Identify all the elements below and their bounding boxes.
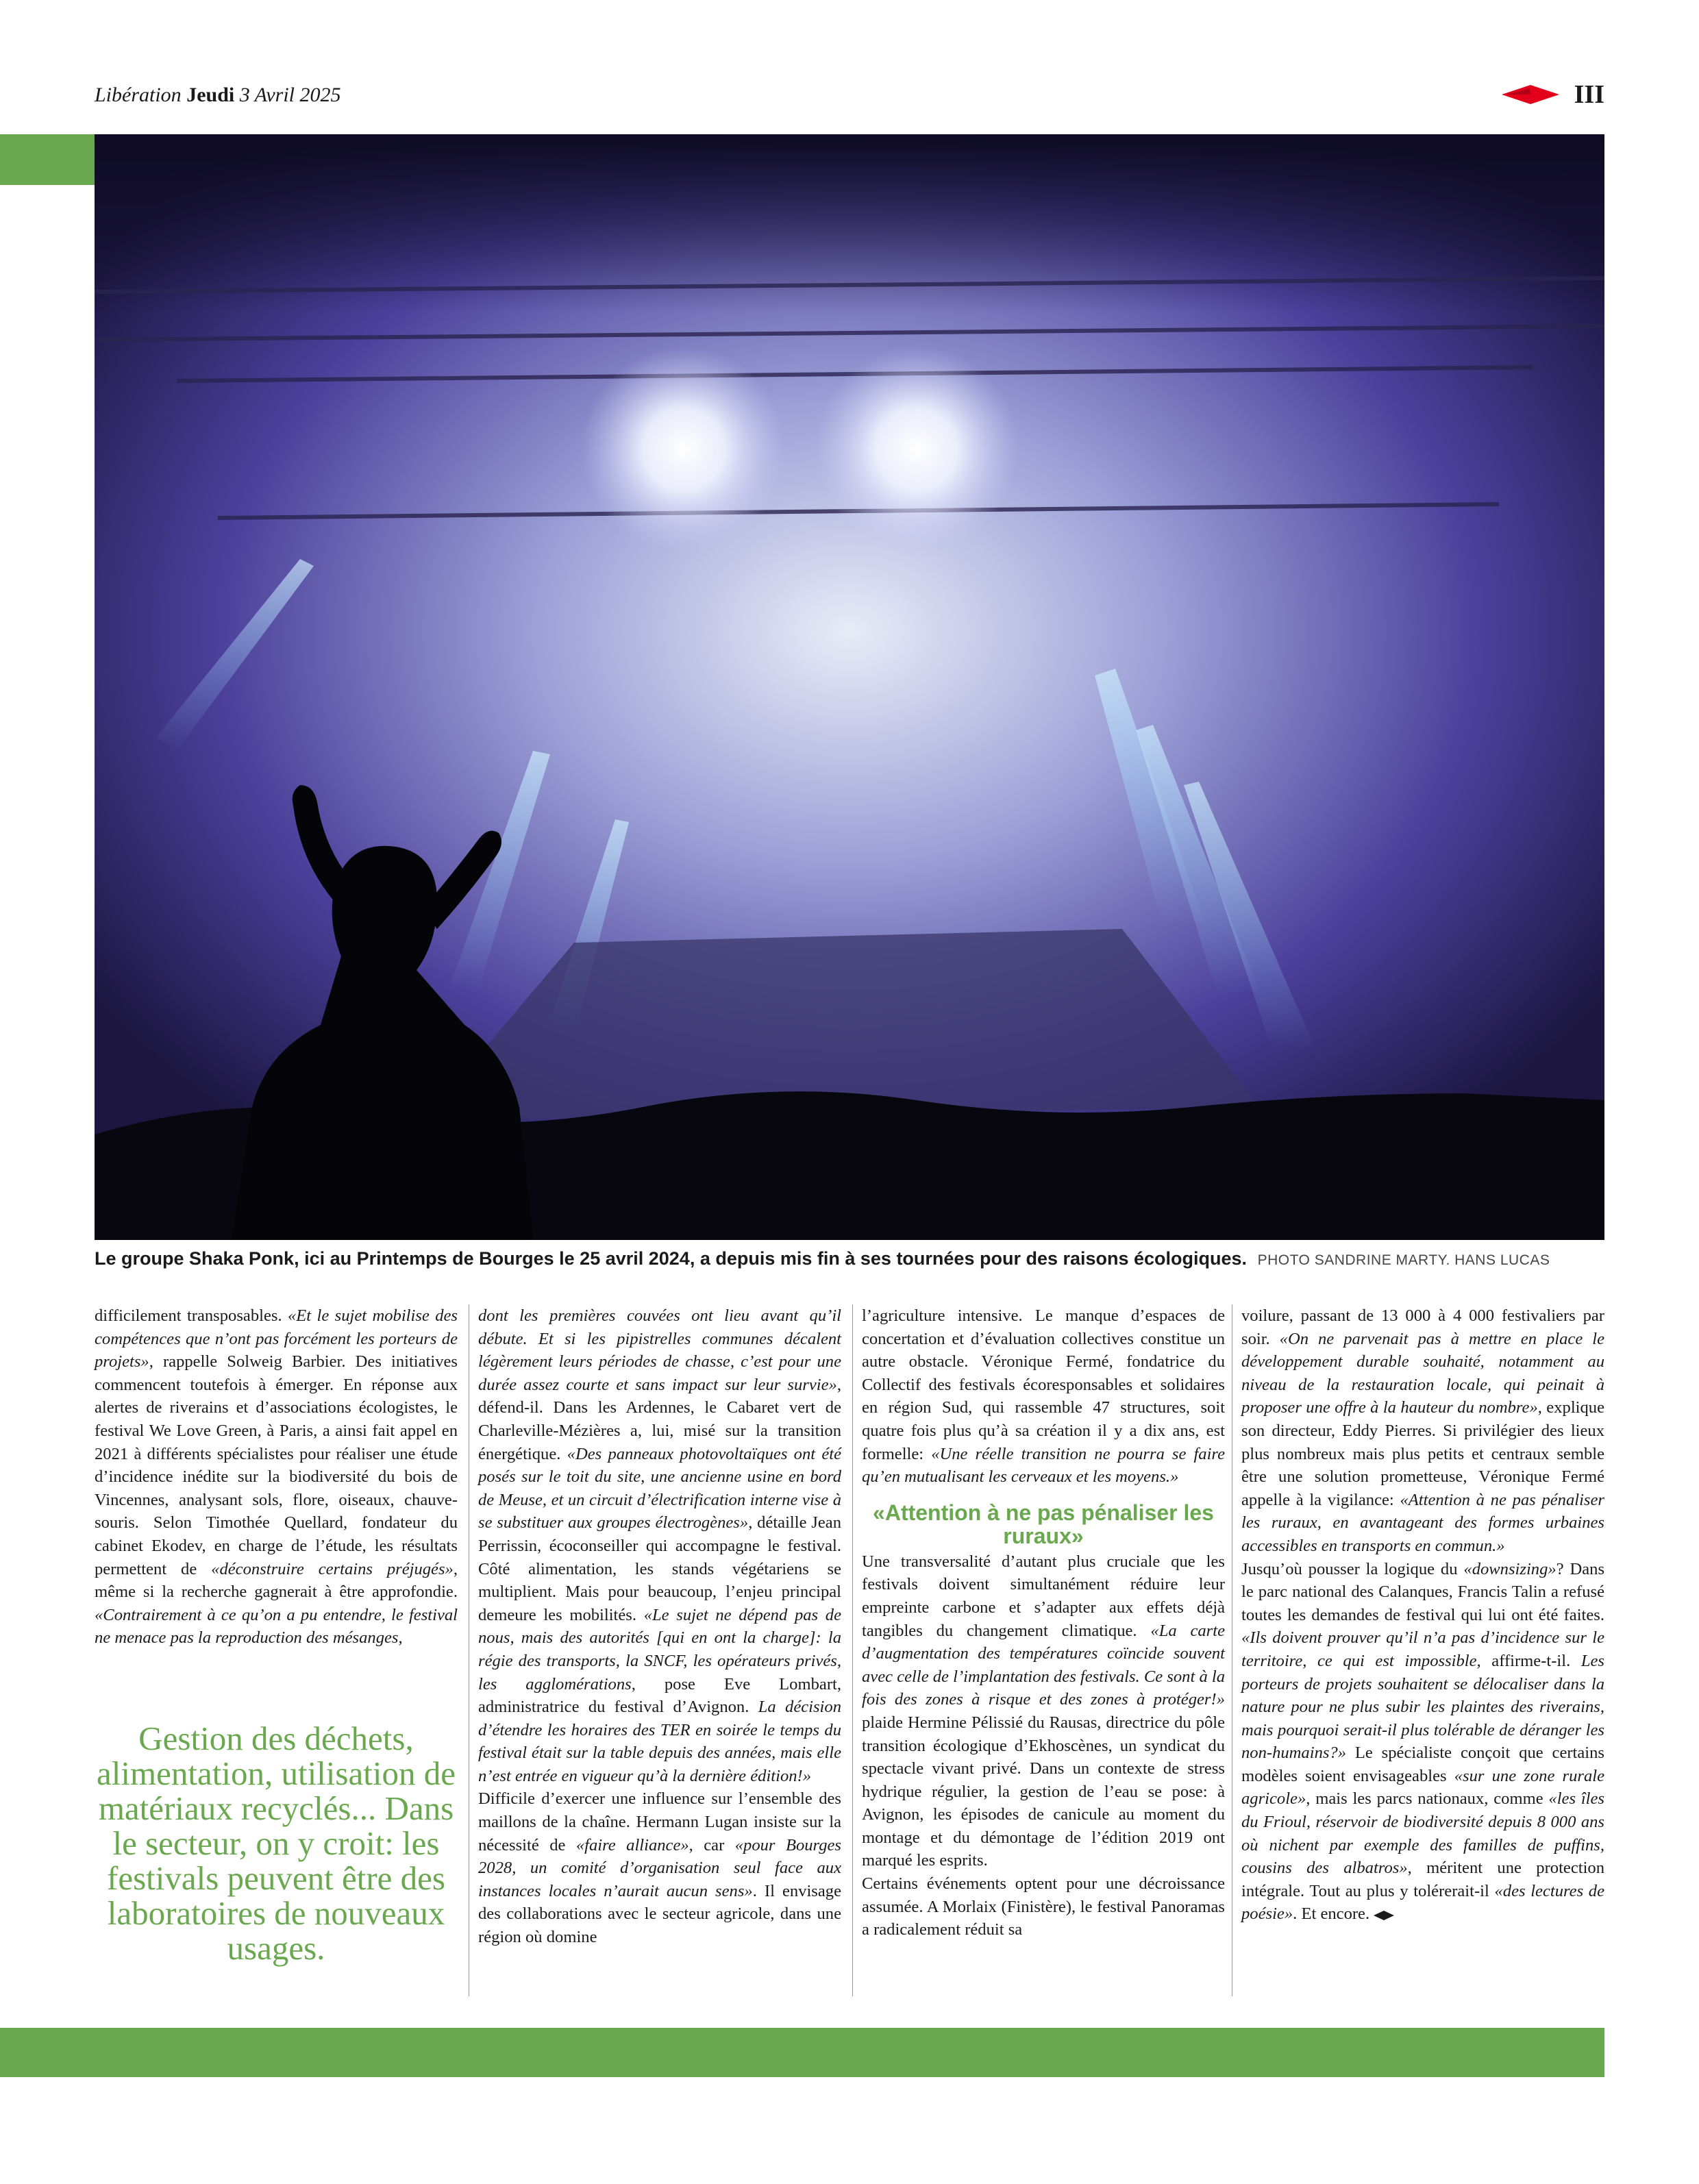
body-text: Difficile d’exercer une influence sur l’ensemble des maillons de la chaîne. Hermann Lugan insiste sur la nécessité de «faire alliance», car «pour Bourges 2028, un comité d’organisation seul face aux instances locales n’aurait aucun sens». Il envisage des collaborations avec le secteur agricole, dans une région où domine <box>478 1789 842 1947</box>
concert-photo <box>95 134 1604 1240</box>
column-rule <box>852 1304 853 1996</box>
body-text: Certains événements optent pour une décroissance assumée. A Morlaix (Finistère), le festival Panoramas a radicalement réduit sa <box>862 1874 1225 1939</box>
body-text: voilure, passant de 13 000 à 4 000 festivaliers par soir. «On ne parvenait pas à mettre en place le développement durable souhaité, notamment au niveau de la restauration locale, qui peinait à proposer une offre à la hauteur du nombre», explique son directeur, Eddy Pierres. Si privilégier des lieux plus nombreux mais plus petits et centraux semble être une solution prometteuse, Véronique Fermé appelle à la vigilance: «Attention à ne pas pénaliser les ruraux, en avantageant des formes urbaines accessibles en transports en commun.» <box>1241 1306 1604 1555</box>
article-column-4 <box>1241 1304 1604 1926</box>
article-column-1 <box>95 1304 458 1650</box>
body-text: dont les premières couvées ont lieu avant qu’il débute. Et si les pipistrelles communes décalent légèrement leurs périodes de chasse, c’est pour une durée assez courte et sans impact sur leur survie», défend-il. Dans les Ardennes, le Cabaret vert de Charleville-Mézières a, lui, misé sur la transition énergétique. «Des panneaux photovoltaïques ont été posés sur le toit du site, une ancienne usine en bord de Meuse, et un circuit d’électrification interne vise à se substituer aux groupes électrogènes», détaille Jean Perrissin, écoconseiller qui accompagne le festival. Côté alimentation, les stands végétariens se multiplient. Mais pour beaucoup, l’enjeu principal demeure les mobilités. «Le sujet ne dépend pas de nous, mais des autorités [qui en ont la charge]: la régie des transports, la SNCF, les opérateurs privés, les agglomérations, pose Eve Lombart, administratrice du festival d’Avignon. La décision d’étendre les horaires des TER en soirée le temps du festival était sur la table depuis des années, mais elle n’est entrée en vigueur qu’à la dernière édition!» <box>478 1306 841 1785</box>
page-number: III <box>1574 80 1604 109</box>
end-mark-icon <box>1374 1911 1394 1920</box>
page-header <box>95 84 341 107</box>
header-day: Jeudi <box>186 84 235 106</box>
photo-caption <box>95 1248 1604 1269</box>
page-mark <box>1502 81 1604 108</box>
liberation-logo-icon <box>1502 85 1559 104</box>
article-column-2 <box>478 1304 841 1949</box>
body-text: Jusqu’où pousser la logique du «downsizing»? Dans le parc national des Calanques, Francis Talin a refusé toutes les demandes de festival qui lui ont été faites. «Ils doivent prouver qu’il n’a pas d’incidence sur le territoire, ce qui est impossible, affirme-t-il. Les porteurs de projets souhaitent se délocaliser dans la nature pour ne plus subir les plaintes des riverains, mais pourquoi serait-il plus tolérable de déranger les non-humains?» Le spécialiste conçoit que certains modèles soient envisageables «sur une zone rurale agricole», mais les parcs nationaux, comme «les îles du Frioul, réservoir de biodiversité depuis 8 000 ans où nichent par exemple des familles de puffins, cousins des albatros», méritent une protection intégrale. Tout au plus y tolérerait-il «des lectures de poésie». Et encore. <box>1241 1559 1605 1924</box>
header-date: 3 Avril 2025 <box>239 84 341 106</box>
caption-text: Le groupe Shaka Ponk, ici au Printemps de Bourges le 25 avril 2024, a depuis mis fin à ses tournées pour des raisons écologiques. <box>95 1248 1248 1269</box>
photo-credit: PHOTO SANDRINE MARTY. HANS LUCAS <box>1257 1252 1550 1268</box>
body-text: difficilement transposables. «Et le sujet mobilise des compétences que n’ont pas forcément les porteurs de projets», rappelle Solweig Barbier. Des initiatives commencent toutefois à émerger. En réponse aux alertes de riverains et d’associations écologistes, le festival We Love Green, à Paris, a ainsi fait appel en 2021 à différents spécialistes pour réaliser une étude d’incidence inédite sur la biodiversité du bois de Vincennes, analysant sols, flore, oiseaux, chauve-souris. Selon Timothée Quellard, fondateur du cabinet Ekodev, en charge de l’étude, les résultats permettent de «déconstruire certains préjugés», même si la recherche gagnerait à être approfondie. «Contrairement à ce qu’on a pu entendre, le festival ne menace pas la reproduction des mésanges, <box>95 1306 458 1648</box>
section-tab <box>0 134 95 185</box>
body-text: Une transversalité d’autant plus cruciale que les festivals doivent simultanément réduire leur empreinte carbone et s’adapter aux effets déjà tangibles du changement climatique. «La carte d’augmentation des températures coïncide souvent avec celle de l’implantation des festivals. Ce sont à la fois des zones à risque et des zones à protéger!» plaide Hermine Pélissié du Rausas, directrice du pôle transition écologique d’Ekhoscènes, un syndicat du spectacle vivant privé. Dans un contexte de stress hydrique régulier, la gestion de l’eau se pose: à Avignon, les épisodes de canicule au moment du montage et du démontage de l’édition 2019 ont marqué les esprits. <box>862 1552 1226 1870</box>
footer-band <box>0 2028 1604 2077</box>
publication-name: Libération <box>95 84 182 106</box>
pull-quote: Gestion des déchets, alimentation, utilisation de matériaux recyclés... Dans le secteur, on y croit: les festivals peuvent être des laboratoires de nouveaux usages. <box>97 1720 456 1967</box>
body-text: l’agriculture intensive. Le manque d’espaces de concertation et d’évaluation collectives constitue un autre obstacle. Véronique Fermé, fondatrice du Collectif des festivals écoresponsables et solidaires en région Sud, qui rassemble 47 structures, soit quatre fois plus qu’à sa création il y a dix ans, est formelle: «Une réelle transition ne pourra se faire qu’en mutualisant les cerveaux et les moyens.» <box>862 1306 1225 1487</box>
section-subhead: «Attention à ne pas pénaliser les ruraux» <box>873 1500 1214 1548</box>
article-column-3 <box>862 1304 1225 1941</box>
